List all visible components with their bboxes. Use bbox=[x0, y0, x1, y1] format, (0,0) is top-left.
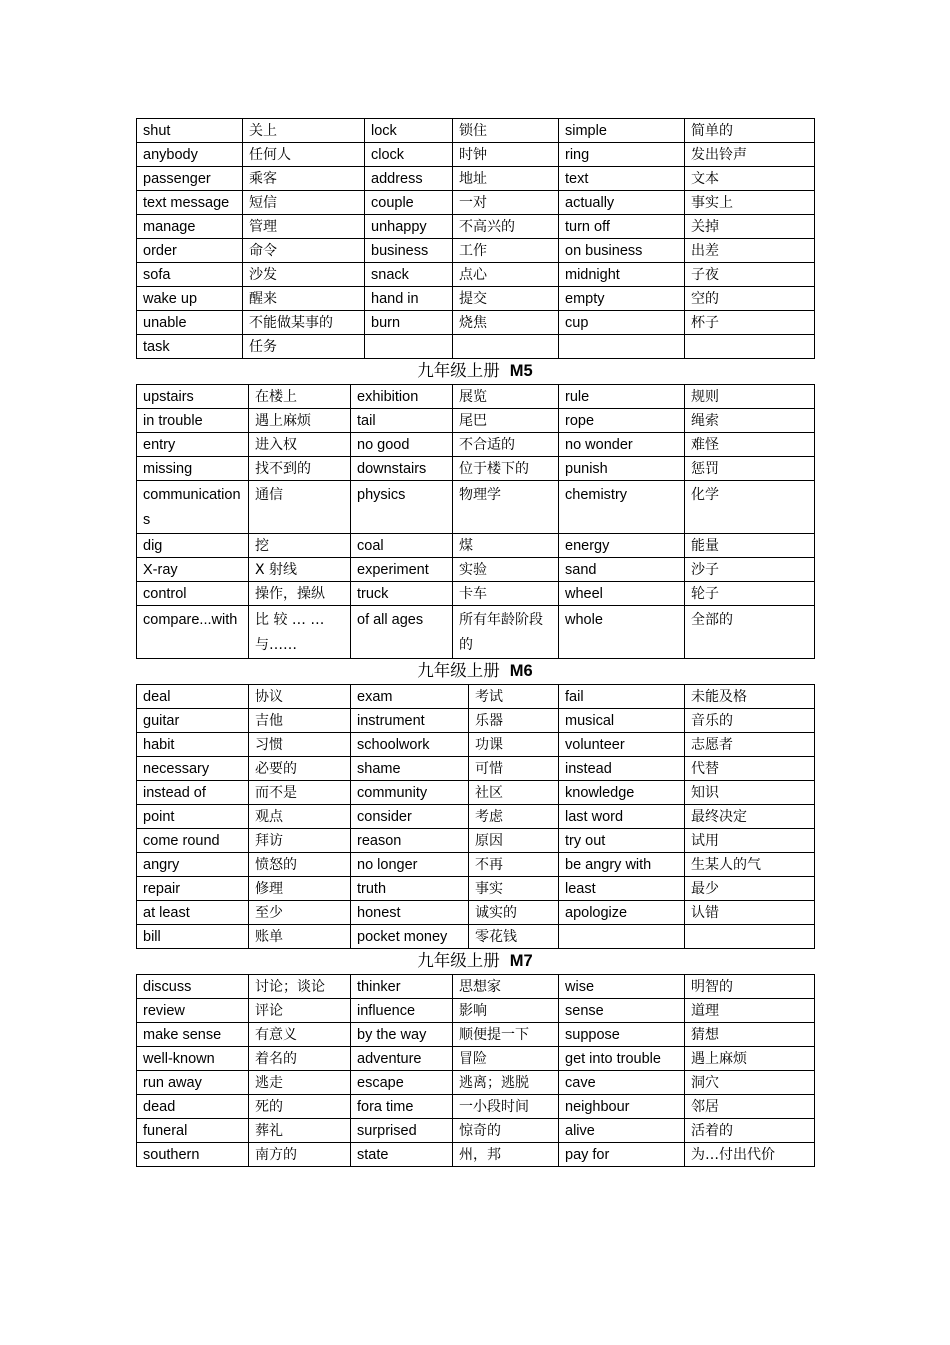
chinese-meaning-cell: 考试 bbox=[469, 685, 559, 709]
chinese-meaning-cell: 难怪 bbox=[685, 433, 815, 457]
english-word-cell: come round bbox=[137, 829, 249, 853]
chinese-meaning-cell: 洞穴 bbox=[685, 1071, 815, 1095]
table-row bbox=[137, 685, 815, 709]
english-word-cell: empty bbox=[559, 287, 685, 311]
table-row bbox=[137, 1047, 815, 1071]
chinese-meaning-cell: 地址 bbox=[453, 167, 559, 191]
english-word-cell: missing bbox=[137, 457, 249, 481]
chinese-meaning-cell: 时钟 bbox=[453, 143, 559, 167]
table-row bbox=[137, 1095, 815, 1119]
english-word-cell: influence bbox=[351, 999, 453, 1023]
english-word-cell: make sense bbox=[137, 1023, 249, 1047]
chinese-meaning-cell: 思想家 bbox=[453, 975, 559, 999]
chinese-meaning-cell: 着名的 bbox=[249, 1047, 351, 1071]
english-word-cell: experiment bbox=[351, 558, 453, 582]
english-word-cell: energy bbox=[559, 534, 685, 558]
chinese-meaning-cell: 子夜 bbox=[685, 263, 815, 287]
chinese-meaning-cell: 卡车 bbox=[453, 582, 559, 606]
table-row bbox=[137, 481, 815, 534]
chinese-meaning-cell: 一对 bbox=[453, 191, 559, 215]
english-word-cell: tail bbox=[351, 409, 453, 433]
english-word-cell: simple bbox=[559, 119, 685, 143]
chinese-meaning-cell: 试用 bbox=[685, 829, 815, 853]
english-word-cell: address bbox=[365, 167, 453, 191]
table-row bbox=[137, 606, 815, 659]
english-word-cell: southern bbox=[137, 1143, 249, 1167]
english-word-cell: well-known bbox=[137, 1047, 249, 1071]
chinese-meaning-cell: 惊奇的 bbox=[453, 1119, 559, 1143]
table-row bbox=[137, 287, 815, 311]
english-word-cell: reason bbox=[351, 829, 469, 853]
chinese-meaning-cell: 音乐的 bbox=[685, 709, 815, 733]
chinese-meaning-cell: 邻居 bbox=[685, 1095, 815, 1119]
english-word-cell: wise bbox=[559, 975, 685, 999]
english-word-cell: suppose bbox=[559, 1023, 685, 1047]
section-heading-title: 九年级上册 bbox=[417, 951, 500, 970]
chinese-meaning-cell: 通信 bbox=[249, 481, 351, 534]
chinese-meaning-cell: 关掉 bbox=[685, 215, 815, 239]
english-word-cell: upstairs bbox=[137, 385, 249, 409]
english-word-cell: wake up bbox=[137, 287, 243, 311]
english-word-cell: try out bbox=[559, 829, 685, 853]
table-row bbox=[137, 239, 815, 263]
english-word-cell: turn off bbox=[559, 215, 685, 239]
chinese-meaning-cell: 发出铃声 bbox=[685, 143, 815, 167]
chinese-meaning-cell: 讨论；谈论 bbox=[249, 975, 351, 999]
chinese-meaning-cell: 葬礼 bbox=[249, 1119, 351, 1143]
chinese-meaning-cell: 未能及格 bbox=[685, 685, 815, 709]
chinese-meaning-cell: 惩罚 bbox=[685, 457, 815, 481]
english-word-cell: necessary bbox=[137, 757, 249, 781]
english-word-cell: schoolwork bbox=[351, 733, 469, 757]
section-heading bbox=[136, 359, 814, 384]
english-word-cell: unhappy bbox=[365, 215, 453, 239]
chinese-meaning-cell: 为…付出代价 bbox=[685, 1143, 815, 1167]
english-word-cell: instead bbox=[559, 757, 685, 781]
english-word-cell: communications bbox=[137, 481, 249, 534]
english-word-cell: cup bbox=[559, 311, 685, 335]
english-word-cell: text bbox=[559, 167, 685, 191]
chinese-meaning-cell: 生某人的气 bbox=[685, 853, 815, 877]
english-word-cell: alive bbox=[559, 1119, 685, 1143]
chinese-meaning-cell: 杯子 bbox=[685, 311, 815, 335]
table-row bbox=[137, 409, 815, 433]
chinese-meaning-cell: 明智的 bbox=[685, 975, 815, 999]
english-word-cell bbox=[559, 335, 685, 359]
chinese-meaning-cell: 不能做某事的 bbox=[243, 311, 365, 335]
chinese-meaning-cell: 沙发 bbox=[243, 263, 365, 287]
chinese-meaning-cell: 修理 bbox=[249, 877, 351, 901]
chinese-meaning-cell: 最少 bbox=[685, 877, 815, 901]
english-word-cell: consider bbox=[351, 805, 469, 829]
chinese-meaning-cell: 事实上 bbox=[685, 191, 815, 215]
chinese-meaning-cell: 州，邦 bbox=[453, 1143, 559, 1167]
chinese-meaning-cell: 乐器 bbox=[469, 709, 559, 733]
english-word-cell bbox=[365, 335, 453, 359]
chinese-meaning-cell: 遇上麻烦 bbox=[685, 1047, 815, 1071]
chinese-meaning-cell: 不高兴的 bbox=[453, 215, 559, 239]
english-word-cell: exam bbox=[351, 685, 469, 709]
table-row bbox=[137, 1023, 815, 1047]
chinese-meaning-cell: 代替 bbox=[685, 757, 815, 781]
chinese-meaning-cell: 煤 bbox=[453, 534, 559, 558]
english-word-cell: X-ray bbox=[137, 558, 249, 582]
chinese-meaning-cell: 文本 bbox=[685, 167, 815, 191]
chinese-meaning-cell: 操作，操纵 bbox=[249, 582, 351, 606]
table-row bbox=[137, 558, 815, 582]
section-heading-module: M7 bbox=[509, 952, 533, 970]
english-word-cell: get into trouble bbox=[559, 1047, 685, 1071]
chinese-meaning-cell: 顺便提一下 bbox=[453, 1023, 559, 1047]
english-word-cell: rope bbox=[559, 409, 685, 433]
english-word-cell: at least bbox=[137, 901, 249, 925]
chinese-meaning-cell: 管理 bbox=[243, 215, 365, 239]
english-word-cell: sense bbox=[559, 999, 685, 1023]
table-row bbox=[137, 733, 815, 757]
english-word-cell: midnight bbox=[559, 263, 685, 287]
chinese-meaning-cell: 在楼上 bbox=[249, 385, 351, 409]
english-word-cell: knowledge bbox=[559, 781, 685, 805]
english-word-cell: guitar bbox=[137, 709, 249, 733]
english-word-cell: musical bbox=[559, 709, 685, 733]
table-row bbox=[137, 975, 815, 999]
english-word-cell: coal bbox=[351, 534, 453, 558]
english-word-cell: sofa bbox=[137, 263, 243, 287]
english-word-cell: anybody bbox=[137, 143, 243, 167]
chinese-meaning-cell: 不再 bbox=[469, 853, 559, 877]
table-row bbox=[137, 781, 815, 805]
english-word-cell: cave bbox=[559, 1071, 685, 1095]
chinese-meaning-cell: 找不到的 bbox=[249, 457, 351, 481]
chinese-meaning-cell: 至少 bbox=[249, 901, 351, 925]
chinese-meaning-cell: 任何人 bbox=[243, 143, 365, 167]
chinese-meaning-cell: 必要的 bbox=[249, 757, 351, 781]
vocabulary-table bbox=[136, 974, 815, 1167]
english-word-cell: lock bbox=[365, 119, 453, 143]
english-word-cell: by the way bbox=[351, 1023, 453, 1047]
english-word-cell: couple bbox=[365, 191, 453, 215]
english-word-cell: surprised bbox=[351, 1119, 453, 1143]
chinese-meaning-cell: 协议 bbox=[249, 685, 351, 709]
chinese-meaning-cell: 空的 bbox=[685, 287, 815, 311]
english-word-cell: pocket money bbox=[351, 925, 469, 949]
english-word-cell: physics bbox=[351, 481, 453, 534]
chinese-meaning-cell: 认错 bbox=[685, 901, 815, 925]
chinese-meaning-cell: 挖 bbox=[249, 534, 351, 558]
table-row bbox=[137, 582, 815, 606]
table-row bbox=[137, 757, 815, 781]
table-row bbox=[137, 1119, 815, 1143]
chinese-meaning-cell: 遇上麻烦 bbox=[249, 409, 351, 433]
english-word-cell: volunteer bbox=[559, 733, 685, 757]
chinese-meaning-cell: 轮子 bbox=[685, 582, 815, 606]
chinese-meaning-cell: 出差 bbox=[685, 239, 815, 263]
english-word-cell: instrument bbox=[351, 709, 469, 733]
chinese-meaning-cell: 死的 bbox=[249, 1095, 351, 1119]
english-word-cell: truck bbox=[351, 582, 453, 606]
chinese-meaning-cell: 功课 bbox=[469, 733, 559, 757]
chinese-meaning-cell: 账单 bbox=[249, 925, 351, 949]
table-row bbox=[137, 335, 815, 359]
chinese-meaning-cell: 不合适的 bbox=[453, 433, 559, 457]
chinese-meaning-cell: 展览 bbox=[453, 385, 559, 409]
english-word-cell: truth bbox=[351, 877, 469, 901]
english-word-cell: bill bbox=[137, 925, 249, 949]
english-word-cell: run away bbox=[137, 1071, 249, 1095]
chinese-meaning-cell: 而不是 bbox=[249, 781, 351, 805]
table-row bbox=[137, 877, 815, 901]
english-word-cell: business bbox=[365, 239, 453, 263]
table-row bbox=[137, 925, 815, 949]
chinese-meaning-cell: 可惜 bbox=[469, 757, 559, 781]
chinese-meaning-cell bbox=[685, 925, 815, 949]
english-word-cell: task bbox=[137, 335, 243, 359]
chinese-meaning-cell: 一小段时间 bbox=[453, 1095, 559, 1119]
english-word-cell: chemistry bbox=[559, 481, 685, 534]
english-word-cell: apologize bbox=[559, 901, 685, 925]
english-word-cell: pay for bbox=[559, 1143, 685, 1167]
chinese-meaning-cell: 物理学 bbox=[453, 481, 559, 534]
table-row bbox=[137, 709, 815, 733]
english-word-cell: community bbox=[351, 781, 469, 805]
english-word-cell: funeral bbox=[137, 1119, 249, 1143]
english-word-cell: no longer bbox=[351, 853, 469, 877]
chinese-meaning-cell: 实验 bbox=[453, 558, 559, 582]
english-word-cell: deal bbox=[137, 685, 249, 709]
english-word-cell: last word bbox=[559, 805, 685, 829]
chinese-meaning-cell: 规则 bbox=[685, 385, 815, 409]
chinese-meaning-cell: 猜想 bbox=[685, 1023, 815, 1047]
english-word-cell: be angry with bbox=[559, 853, 685, 877]
english-word-cell: clock bbox=[365, 143, 453, 167]
chinese-meaning-cell bbox=[685, 335, 815, 359]
section-heading bbox=[136, 949, 814, 974]
chinese-meaning-cell: 社区 bbox=[469, 781, 559, 805]
chinese-meaning-cell: 化学 bbox=[685, 481, 815, 534]
english-word-cell: dead bbox=[137, 1095, 249, 1119]
table-row bbox=[137, 1143, 815, 1167]
section-heading-title: 九年级上册 bbox=[417, 361, 500, 380]
chinese-meaning-cell: 短信 bbox=[243, 191, 365, 215]
chinese-meaning-cell: 工作 bbox=[453, 239, 559, 263]
english-word-cell: snack bbox=[365, 263, 453, 287]
chinese-meaning-cell: 考虑 bbox=[469, 805, 559, 829]
english-word-cell: shut bbox=[137, 119, 243, 143]
chinese-meaning-cell: 全部的 bbox=[685, 606, 815, 659]
chinese-meaning-cell: 点心 bbox=[453, 263, 559, 287]
chinese-meaning-cell: 活着的 bbox=[685, 1119, 815, 1143]
english-word-cell: review bbox=[137, 999, 249, 1023]
chinese-meaning-cell: 比 较 … …与…… bbox=[249, 606, 351, 659]
english-word-cell: adventure bbox=[351, 1047, 453, 1071]
english-word-cell: manage bbox=[137, 215, 243, 239]
english-word-cell: sand bbox=[559, 558, 685, 582]
chinese-meaning-cell: 冒险 bbox=[453, 1047, 559, 1071]
chinese-meaning-cell: 位于楼下的 bbox=[453, 457, 559, 481]
english-word-cell: of all ages bbox=[351, 606, 453, 659]
english-word-cell: instead of bbox=[137, 781, 249, 805]
chinese-meaning-cell: 原因 bbox=[469, 829, 559, 853]
chinese-meaning-cell bbox=[453, 335, 559, 359]
vocabulary-table bbox=[136, 684, 815, 949]
chinese-meaning-cell: 尾巴 bbox=[453, 409, 559, 433]
table-row bbox=[137, 191, 815, 215]
chinese-meaning-cell: 能量 bbox=[685, 534, 815, 558]
table-row bbox=[137, 263, 815, 287]
english-word-cell: discuss bbox=[137, 975, 249, 999]
chinese-meaning-cell: 道理 bbox=[685, 999, 815, 1023]
vocabulary-table bbox=[136, 384, 815, 659]
table-row bbox=[137, 167, 815, 191]
chinese-meaning-cell: 逃离；逃脱 bbox=[453, 1071, 559, 1095]
chinese-meaning-cell: 吉他 bbox=[249, 709, 351, 733]
english-word-cell: passenger bbox=[137, 167, 243, 191]
english-word-cell: dig bbox=[137, 534, 249, 558]
english-word-cell: actually bbox=[559, 191, 685, 215]
table-row bbox=[137, 143, 815, 167]
english-word-cell: unable bbox=[137, 311, 243, 335]
chinese-meaning-cell: 评论 bbox=[249, 999, 351, 1023]
english-word-cell: no wonder bbox=[559, 433, 685, 457]
chinese-meaning-cell: 逃走 bbox=[249, 1071, 351, 1095]
english-word-cell: escape bbox=[351, 1071, 453, 1095]
chinese-meaning-cell: 零花钱 bbox=[469, 925, 559, 949]
chinese-meaning-cell: 最终决定 bbox=[685, 805, 815, 829]
chinese-meaning-cell: X 射线 bbox=[249, 558, 351, 582]
section-heading bbox=[136, 659, 814, 684]
english-word-cell: punish bbox=[559, 457, 685, 481]
english-word-cell: fail bbox=[559, 685, 685, 709]
english-word-cell: order bbox=[137, 239, 243, 263]
chinese-meaning-cell: 愤怒的 bbox=[249, 853, 351, 877]
table-row bbox=[137, 385, 815, 409]
table-row bbox=[137, 805, 815, 829]
chinese-meaning-cell: 沙子 bbox=[685, 558, 815, 582]
english-word-cell: compare...with bbox=[137, 606, 249, 659]
chinese-meaning-cell: 志愿者 bbox=[685, 733, 815, 757]
chinese-meaning-cell: 烧焦 bbox=[453, 311, 559, 335]
table-row bbox=[137, 829, 815, 853]
english-word-cell: wheel bbox=[559, 582, 685, 606]
table-row bbox=[137, 215, 815, 239]
table-row bbox=[137, 853, 815, 877]
chinese-meaning-cell: 关上 bbox=[243, 119, 365, 143]
vocabulary-table bbox=[136, 118, 815, 359]
english-word-cell: angry bbox=[137, 853, 249, 877]
english-word-cell: rule bbox=[559, 385, 685, 409]
chinese-meaning-cell: 醒来 bbox=[243, 287, 365, 311]
section-heading-title: 九年级上册 bbox=[417, 661, 500, 680]
table-row bbox=[137, 999, 815, 1023]
table-row bbox=[137, 457, 815, 481]
english-word-cell: honest bbox=[351, 901, 469, 925]
english-word-cell: whole bbox=[559, 606, 685, 659]
english-word-cell: shame bbox=[351, 757, 469, 781]
english-word-cell: on business bbox=[559, 239, 685, 263]
chinese-meaning-cell: 绳索 bbox=[685, 409, 815, 433]
chinese-meaning-cell: 锁住 bbox=[453, 119, 559, 143]
english-word-cell: habit bbox=[137, 733, 249, 757]
english-word-cell: neighbour bbox=[559, 1095, 685, 1119]
table-row bbox=[137, 901, 815, 925]
chinese-meaning-cell: 事实 bbox=[469, 877, 559, 901]
chinese-meaning-cell: 知识 bbox=[685, 781, 815, 805]
chinese-meaning-cell: 简单的 bbox=[685, 119, 815, 143]
chinese-meaning-cell: 观点 bbox=[249, 805, 351, 829]
english-word-cell: least bbox=[559, 877, 685, 901]
table-row bbox=[137, 1071, 815, 1095]
english-word-cell: ring bbox=[559, 143, 685, 167]
english-word-cell: text message bbox=[137, 191, 243, 215]
section-heading-module: M5 bbox=[509, 362, 533, 380]
chinese-meaning-cell: 提交 bbox=[453, 287, 559, 311]
vocabulary-page bbox=[136, 118, 814, 1167]
chinese-meaning-cell: 拜访 bbox=[249, 829, 351, 853]
table-row bbox=[137, 119, 815, 143]
chinese-meaning-cell: 任务 bbox=[243, 335, 365, 359]
english-word-cell: fora time bbox=[351, 1095, 453, 1119]
english-word-cell: downstairs bbox=[351, 457, 453, 481]
table-row bbox=[137, 534, 815, 558]
english-word-cell: burn bbox=[365, 311, 453, 335]
chinese-meaning-cell: 影响 bbox=[453, 999, 559, 1023]
english-word-cell: no good bbox=[351, 433, 453, 457]
chinese-meaning-cell: 进入权 bbox=[249, 433, 351, 457]
table-row bbox=[137, 311, 815, 335]
english-word-cell: repair bbox=[137, 877, 249, 901]
english-word-cell: exhibition bbox=[351, 385, 453, 409]
english-word-cell: point bbox=[137, 805, 249, 829]
english-word-cell: hand in bbox=[365, 287, 453, 311]
chinese-meaning-cell: 乘客 bbox=[243, 167, 365, 191]
chinese-meaning-cell: 命令 bbox=[243, 239, 365, 263]
english-word-cell: entry bbox=[137, 433, 249, 457]
english-word-cell bbox=[559, 925, 685, 949]
english-word-cell: control bbox=[137, 582, 249, 606]
chinese-meaning-cell: 诚实的 bbox=[469, 901, 559, 925]
chinese-meaning-cell: 有意义 bbox=[249, 1023, 351, 1047]
section-heading-module: M6 bbox=[509, 662, 533, 680]
chinese-meaning-cell: 南方的 bbox=[249, 1143, 351, 1167]
english-word-cell: state bbox=[351, 1143, 453, 1167]
chinese-meaning-cell: 所有年龄阶段的 bbox=[453, 606, 559, 659]
english-word-cell: in trouble bbox=[137, 409, 249, 433]
english-word-cell: thinker bbox=[351, 975, 453, 999]
table-row bbox=[137, 433, 815, 457]
chinese-meaning-cell: 习惯 bbox=[249, 733, 351, 757]
